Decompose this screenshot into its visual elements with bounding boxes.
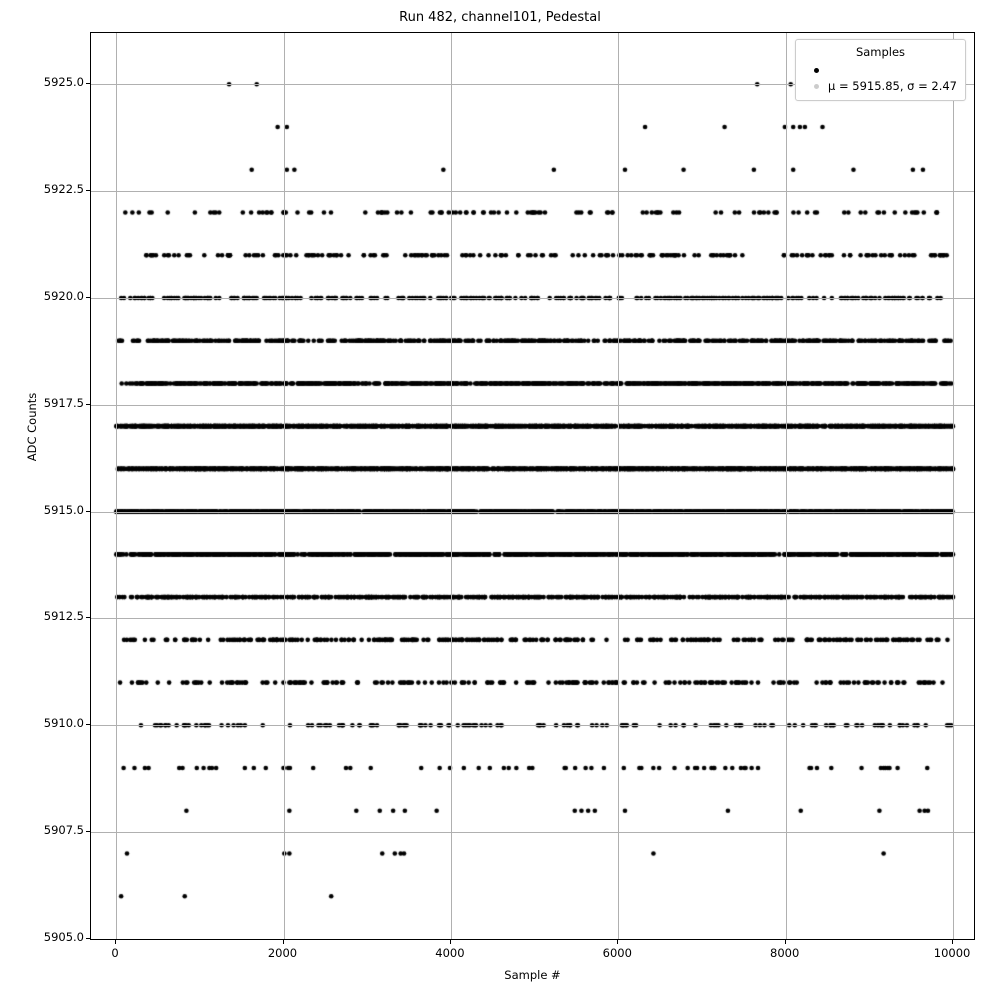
legend-entry-label: μ = 5915.85, σ = 2.47 [828,79,957,93]
gridline-vertical [116,33,117,939]
y-tick-label: 5910.0 [43,716,84,731]
x-tick-mark [283,940,284,944]
gridline-horizontal [91,298,974,299]
legend-entry-stats [804,78,957,94]
y-tick-mark [86,83,90,84]
gridline-horizontal [91,939,974,940]
x-tick-label: 0 [111,946,119,960]
y-tick-mark [86,190,90,191]
y-tick-mark [86,511,90,512]
y-tick-label: 5907.5 [43,823,84,838]
legend-title: Samples [855,45,906,59]
y-tick-mark [86,404,90,405]
x-tick-mark [450,940,451,944]
y-tick-mark [86,938,90,939]
gridline-vertical [284,33,285,939]
gridline-horizontal [91,725,974,726]
y-tick-mark [86,617,90,618]
y-tick-label: 5905.0 [43,930,84,944]
page-title: Run 482, channel101, Pedestal [399,10,601,25]
gridline-vertical [618,33,619,939]
y-tick-label: 5917.5 [43,395,84,410]
y-tick-label: 5925.0 [43,75,84,90]
legend-marker-dot-faded [804,79,828,93]
y-tick-label: 5912.5 [43,609,84,624]
y-axis-label: ADC Counts [25,392,39,462]
x-tick-label: 8000 [770,946,800,960]
y-tick-mark [86,724,90,725]
x-tick-mark [785,940,786,944]
legend-marker-dot [804,63,828,77]
x-tick-label: 2000 [267,946,298,960]
plot-area [90,32,975,940]
x-tick-mark [617,940,618,944]
x-tick-label: 6000 [602,946,632,960]
scatter-points [91,33,974,939]
gridline-vertical [786,33,787,939]
x-tick-label: 4000 [435,946,465,960]
gridline-vertical [451,33,452,939]
gridline-horizontal [91,618,974,619]
gridline-horizontal [91,405,974,406]
x-tick-mark [952,940,953,944]
y-tick-label: 5920.0 [43,288,84,303]
x-tick-mark [115,940,116,944]
y-tick-mark [86,831,90,832]
y-tick-mark [86,297,90,298]
gridline-horizontal [91,832,974,833]
x-tick-label: 10000 [933,946,971,960]
legend [795,39,966,101]
legend-entry-marker-sample [804,62,957,78]
gridline-vertical [953,33,954,939]
gridline-horizontal [91,191,974,192]
gridline-horizontal [91,512,974,513]
x-axis-label: Sample # [504,968,561,982]
y-tick-label: 5922.5 [43,182,84,197]
y-tick-label: 5915.0 [43,502,84,517]
